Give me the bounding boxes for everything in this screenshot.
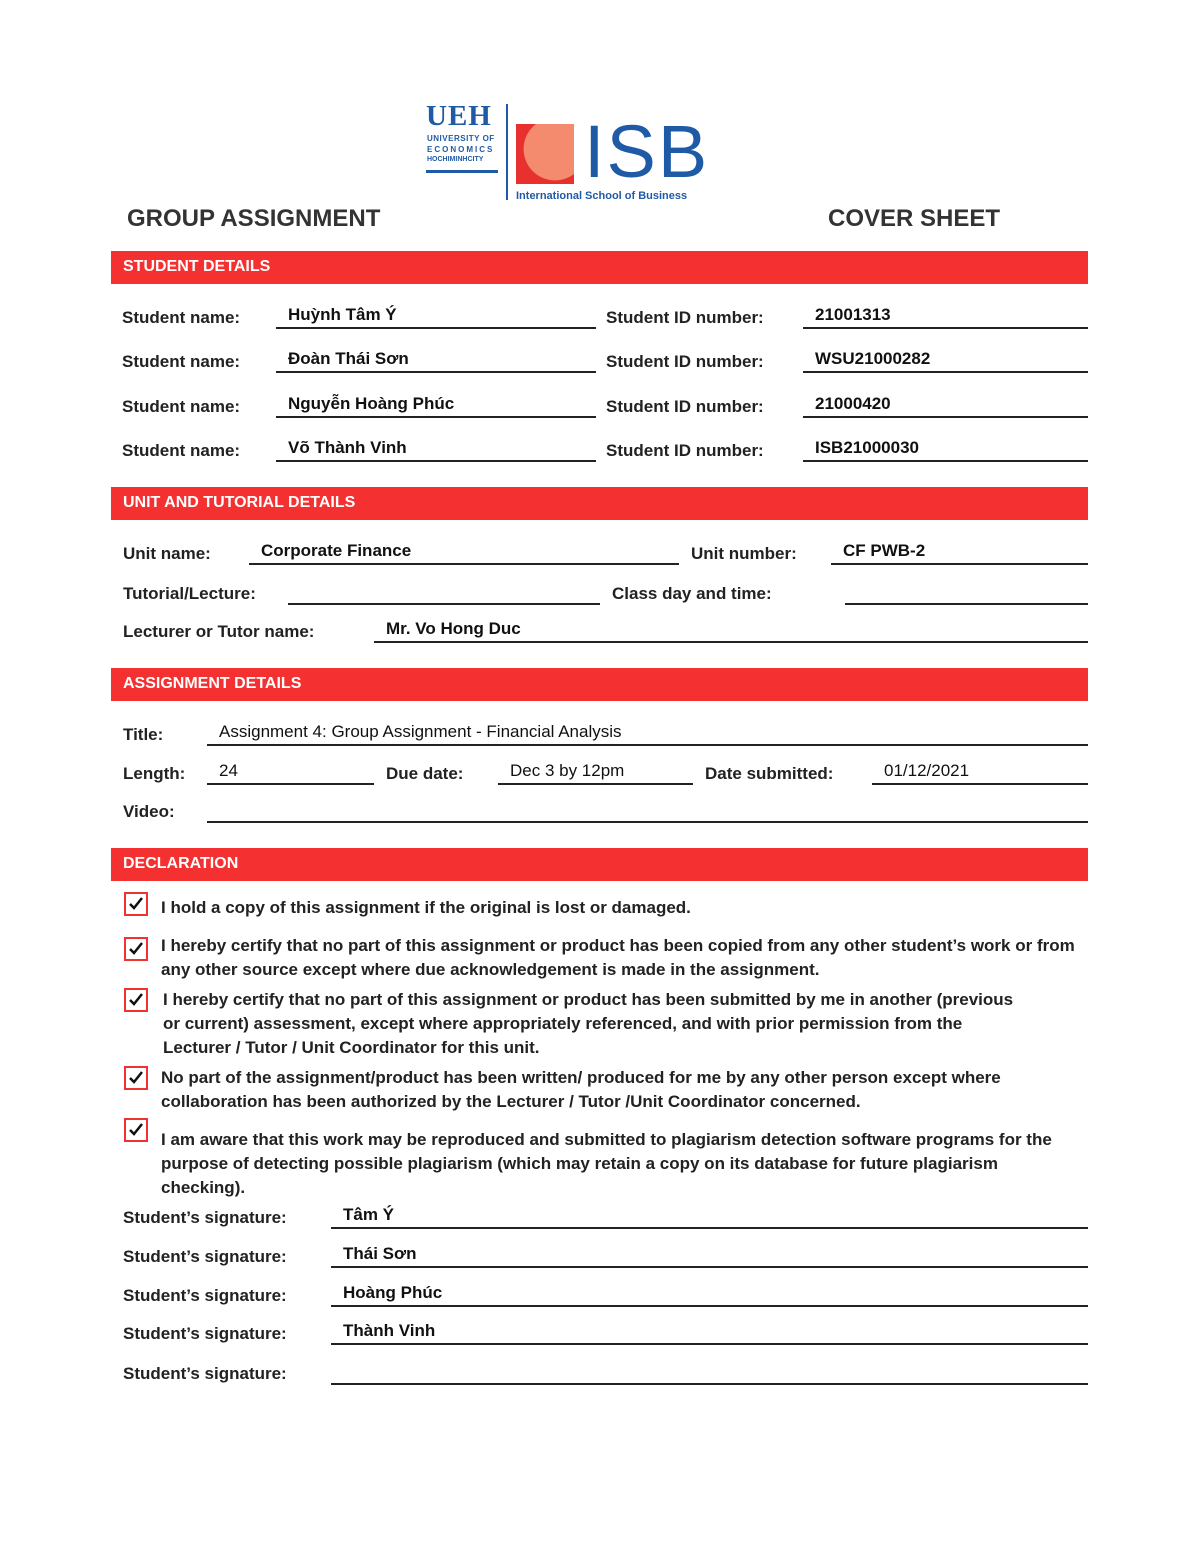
logo-divider (506, 104, 508, 200)
student-id-value: 21001313 (815, 305, 891, 324)
student-name-value: Huỳnh Tâm Ý (288, 305, 397, 324)
isb-emblem (516, 124, 576, 186)
student-name-value: Nguyễn Hoàng Phúc (288, 394, 455, 413)
ueh-line-1: UNIVERSITY OF (427, 134, 495, 143)
declaration-checkbox[interactable] (124, 937, 148, 961)
check-icon (127, 1121, 145, 1139)
section-heading: DECLARATION (123, 855, 239, 872)
length-field[interactable] (207, 761, 374, 785)
ueh-line-3: HOCHIMINHCITY (427, 156, 484, 163)
declaration-text: I am aware that this work may be reproduced and submitted to plagiarism detection software programs for the purpose of detecting possible plagiarism (which may retain a copy on its database for future plagiarism checking). (161, 1130, 1052, 1197)
ueh-underline (426, 170, 498, 173)
isb-subtitle: International School of Business (516, 190, 688, 202)
tutorial-label: Tutorial/Lecture: (123, 584, 256, 603)
declaration-checkbox[interactable] (124, 892, 148, 916)
due-date-label: Due date: (386, 764, 464, 783)
student-name-value: Đoàn Thái Sơn (288, 349, 409, 368)
signature-value: Thành Vinh (343, 1321, 436, 1340)
tutorial-field[interactable] (288, 581, 600, 605)
section-heading: ASSIGNMENT DETAILS (123, 675, 302, 692)
check-icon (127, 991, 145, 1009)
signature-label: Student’s signature: (123, 1324, 287, 1343)
lecturer-field[interactable] (374, 619, 1088, 643)
student-name-field[interactable] (276, 394, 596, 418)
due-date-value: Dec 3 by 12pm (510, 761, 625, 780)
isb-mark: ISB (584, 110, 710, 193)
declaration-checkbox[interactable] (124, 988, 148, 1012)
length-label: Length: (123, 764, 186, 783)
student-name-field[interactable] (276, 305, 596, 329)
video-field[interactable] (207, 799, 1088, 823)
logo-block (426, 100, 726, 202)
signature-field[interactable] (331, 1205, 1088, 1229)
declaration-checkbox[interactable] (124, 1066, 148, 1090)
student-name-label: Student name: (122, 397, 241, 416)
title-value: Assignment 4: Group Assignment - Financial Analysis (219, 722, 622, 741)
section-header-student-details (111, 251, 1088, 284)
unit-name-value: Corporate Finance (261, 541, 412, 560)
page-title-left: GROUP ASSIGNMENT (127, 205, 381, 232)
student-name-field[interactable] (276, 349, 596, 373)
declaration-text: No part of the assignment/product has been written/ produced for me by any other person except where collaboration has been authorized by the Lecturer / Tutor /Unit Coordinator concerned. (161, 1068, 1001, 1111)
student-id-field[interactable] (803, 394, 1088, 418)
signature-field[interactable] (331, 1283, 1088, 1307)
student-id-field[interactable] (803, 305, 1088, 329)
signature-label: Student’s signature: (123, 1247, 287, 1266)
section-heading: STUDENT DETAILS (123, 258, 271, 275)
check-icon (127, 1069, 145, 1087)
section-heading: UNIT AND TUTORIAL DETAILS (123, 494, 356, 511)
class-day-field[interactable] (845, 581, 1088, 605)
section-header-declaration (111, 848, 1088, 881)
date-submitted-label: Date submitted: (705, 764, 834, 783)
student-name-label: Student name: (122, 441, 241, 460)
student-id-label: Student ID number: (606, 441, 764, 460)
signature-field[interactable] (331, 1321, 1088, 1345)
student-id-label: Student ID number: (606, 308, 764, 327)
section-header-assignment-details (111, 668, 1088, 701)
student-id-label: Student ID number: (606, 352, 764, 371)
due-date-field[interactable] (498, 761, 693, 785)
page-title-right: COVER SHEET (828, 205, 1001, 232)
signature-value: Thái Sơn (343, 1244, 417, 1263)
student-name-field[interactable] (276, 438, 596, 462)
unit-number-label: Unit number: (691, 544, 797, 563)
unit-name-label: Unit name: (123, 544, 211, 563)
unit-name-field[interactable] (249, 541, 679, 565)
declaration-checkbox[interactable] (124, 1118, 148, 1142)
student-id-label: Student ID number: (606, 397, 764, 416)
date-submitted-field[interactable] (872, 761, 1088, 785)
declaration-text: I hold a copy of this assignment if the original is lost or damaged. (161, 898, 691, 917)
check-icon (127, 940, 145, 958)
signature-label: Student’s signature: (123, 1286, 287, 1305)
unit-number-field[interactable] (831, 541, 1088, 565)
length-value: 24 (219, 761, 238, 780)
signature-field[interactable] (331, 1244, 1088, 1268)
student-id-field[interactable] (803, 438, 1088, 462)
student-name-label: Student name: (122, 352, 241, 371)
class-day-label: Class day and time: (612, 584, 772, 603)
student-id-value: 21000420 (815, 394, 891, 413)
signature-label: Student’s signature: (123, 1364, 287, 1383)
ueh-logo (426, 100, 502, 176)
declaration-text: I hereby certify that no part of this assignment or product has been copied from any other student’s work or from any other source except where due acknowledgement is made in the assignment. (161, 936, 1075, 979)
student-id-value: WSU21000282 (815, 349, 931, 368)
ueh-line-2: ECONOMICS (427, 145, 495, 154)
ueh-mark: UEH (426, 100, 492, 132)
title-field[interactable] (207, 722, 1088, 746)
student-id-field[interactable] (803, 349, 1088, 373)
student-name-label: Student name: (122, 308, 241, 327)
signature-label: Student’s signature: (123, 1208, 287, 1227)
signature-field[interactable] (331, 1361, 1088, 1385)
check-icon (127, 895, 145, 913)
signature-value: Hoàng Phúc (343, 1283, 443, 1302)
student-id-value: ISB21000030 (815, 438, 919, 457)
title-label: Title: (123, 725, 164, 744)
signature-value: Tâm Ý (343, 1205, 395, 1224)
lecturer-label: Lecturer or Tutor name: (123, 622, 315, 641)
declaration-text: I hereby certify that no part of this assignment or product has been submitted by me in another (previous or current) assessment, except where appropriately referenced, and with prior permission from the Lecturer / Tutor / Unit Coordinator for this unit. (163, 990, 1014, 1057)
unit-number-value: CF PWB-2 (843, 541, 926, 560)
video-label: Video: (123, 802, 175, 821)
section-header-unit-details (111, 487, 1088, 520)
student-name-value: Võ Thành Vinh (288, 438, 407, 457)
lecturer-value: Mr. Vo Hong Duc (386, 619, 521, 638)
date-submitted-value: 01/12/2021 (884, 761, 970, 780)
